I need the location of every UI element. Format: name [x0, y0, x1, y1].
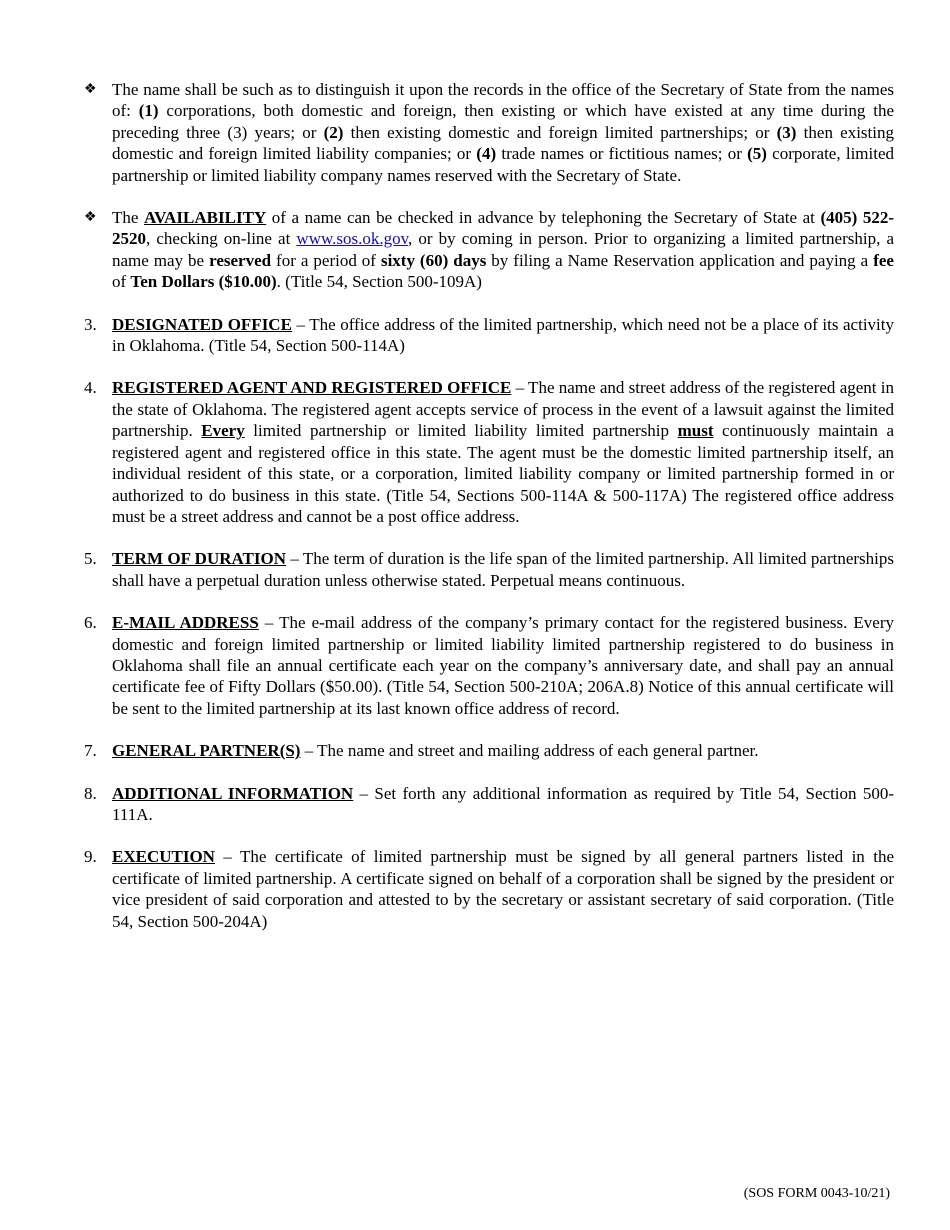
item-text [112, 548, 894, 591]
item-number: 5. [84, 549, 97, 569]
bold-underlined-text: Every [201, 421, 245, 441]
item-heading: TERM OF DURATION [112, 549, 286, 569]
item-additional-information [84, 783, 894, 826]
text-run: – The name and street address of the registered agent in the state of Oklahoma. The registered agent accepts service of process in the event of a lawsuit against the limited partnership. [112, 378, 894, 441]
text-run: corporations, both domestic and foreign, then existing or which have existed at any time during the preceding three (3) years; or [112, 101, 894, 142]
text-run: – The office address of the limited partnership, which need not be a place of its activity in Oklahoma. (Title 54, Section 500-114A) [112, 314, 894, 356]
form-number-footer: (SOS FORM 0043-10/21) [743, 1186, 890, 1201]
bold-text: Ten Dollars ($10.00) [130, 272, 277, 292]
bold-text: (3) [776, 122, 797, 142]
item-email-address [84, 612, 894, 719]
bullet-text [112, 79, 894, 186]
item-text [112, 377, 894, 527]
item-heading: EXECUTION [112, 847, 215, 867]
text-run: of a name can be checked in advance by telephoning the Secretary of State at [266, 208, 821, 228]
diamond-bullet-icon: ❖ [84, 210, 97, 226]
text-run: , checking on-line at [146, 229, 297, 249]
bold-text: sixty (60) days [380, 250, 487, 270]
instructions-list [84, 79, 894, 953]
text-run: . (Title 54, Section 500-109A) [276, 272, 482, 292]
diamond-bullet-icon: ❖ [84, 82, 97, 97]
item-text [112, 783, 894, 826]
item-number: 4. [84, 378, 97, 398]
bold-text: fee [873, 250, 894, 270]
bullet-name-requirements [84, 79, 894, 186]
phone-number: (405) 522-2520 [112, 208, 894, 249]
item-text [112, 612, 894, 719]
text-run: then existing domestic and foreign limited partnerships; or [343, 122, 777, 142]
bullet-availability [84, 207, 894, 293]
text-run: , or by coming in person. Prior to organizing a limited partnership, a name may be [112, 229, 894, 270]
text-run: – The certificate of limited partnership must be signed by all general partners listed in the certificate of limited partnership. A certificate signed on behalf of a corporation shall be signed by the president or vice president of said corporation and attested to by the secretary or assistant secretary of said corporation. (Title 54, Section 500-204A) [112, 847, 894, 931]
bold-underlined-text: must [677, 421, 714, 441]
item-text [112, 314, 894, 357]
text-run: – The name and street and mailing address of each general partner. [300, 741, 759, 761]
item-term-of-duration [84, 548, 894, 591]
item-text [112, 846, 894, 932]
item-heading: REGISTERED AGENT AND REGISTERED OFFICE [112, 378, 512, 398]
item-heading: GENERAL PARTNER(S) [112, 741, 301, 761]
item-number: 3. [84, 314, 97, 334]
bold-text: reserved [209, 250, 272, 270]
text-run: – The e-mail address of the company’s primary contact for the registered business. Every domestic and foreign limited partnership or limited liability limited partnership registered to do business in Oklahoma shall file an annual certificate each year on the company’s anniversary date, and shall pay an annual certificate fee of Fifty Dollars ($50.00). (Title 54, Section 500-210A; 206A.8) Notice of this annual certificate will be sent to the limited partnership at its last known office address of record. [112, 613, 894, 718]
item-number: 8. [84, 783, 97, 803]
text-run: The [112, 208, 144, 228]
item-execution [84, 846, 894, 932]
bullet-text [112, 207, 894, 293]
item-heading: E-MAIL ADDRESS [112, 613, 259, 633]
bold-text: (5) [747, 144, 767, 164]
text-run: then existing domestic and foreign limited liability companies; or [112, 122, 894, 164]
item-number: 6. [84, 613, 97, 633]
item-designated-office [84, 314, 894, 357]
item-text [112, 740, 894, 761]
bold-text: (4) [476, 144, 497, 164]
availability-heading: AVAILABILITY [143, 208, 267, 228]
item-general-partners [84, 740, 894, 761]
text-run: trade names or fictitious names; or [496, 144, 748, 164]
text-run: by filing a Name Reservation application and paying a [486, 250, 874, 270]
text-run: – Set forth any additional information as required by Title 54, Section 500-111A. [112, 783, 895, 824]
item-heading: DESIGNATED OFFICE [112, 314, 292, 334]
bold-text: (1) [138, 101, 159, 121]
item-number: 7. [84, 741, 97, 761]
item-heading: ADDITIONAL INFORMATION [112, 783, 354, 803]
text-run: for a period of [271, 250, 381, 270]
text-run: limited partnership or limited liability limited partnership [244, 421, 678, 441]
item-number: 9. [84, 847, 97, 867]
text-run: The name shall be such as to distinguish it upon the records in the office of the Secretary of State from the names of: [112, 80, 894, 121]
text-run: corporate, limited partnership or limited liability company names reserved with the Secretary of State. [112, 144, 895, 185]
sos-website-link[interactable]: www.sos.ok.gov [296, 229, 409, 249]
text-run: – The term of duration is the life span of the limited partnership. All limited partnerships shall have a perpetual duration unless otherwise stated. Perpetual means continuous. [112, 549, 894, 590]
text-run: of [112, 272, 131, 292]
bold-text: (2) [323, 122, 344, 142]
item-registered-agent [84, 377, 894, 527]
text-run: continuously maintain a registered agent and registered office in this state. The agent must be the domestic limited partnership itself, an individual resident of this state, or a corporation, limited liability company or limited partnership formed in or authorized to do business in this state. (Title 54, Sections 500-114A & 500-117A) The registered office address must be a street address and cannot be a post office address. [112, 421, 895, 526]
